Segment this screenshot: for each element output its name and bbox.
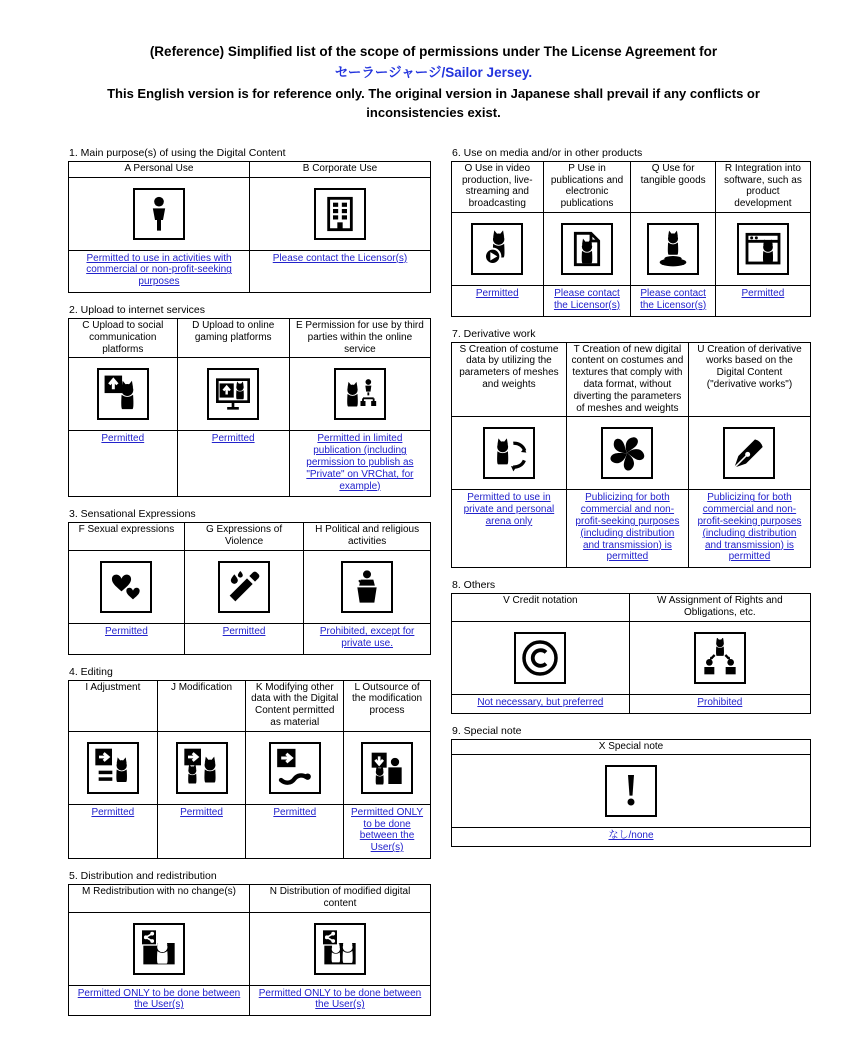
permission-result: Not necessary, but preferred [477,696,604,708]
item-label: D Upload to online gaming platforms [177,319,289,358]
item-label: N Distribution of modified digital content [250,884,431,912]
item-icon-cell [69,358,178,431]
item-label: U Creation of derivative works based on the Digital Content ("derivative works") [688,342,810,417]
item-label: H Political and religious activities [304,523,431,551]
permissions-table [68,522,431,654]
permission-result: Permitted ONLY to be done between the User(s) [258,987,422,1011]
section-distribution [68,870,431,1016]
item-label: R Integration into software, such as product development [715,161,810,212]
permissions-table [68,680,431,859]
disclaimer: This English version is for reference only. The original version in Japanese shall prevail if any conflicts or inconsistencies exist. [107,85,760,121]
distribute-modified-icon [314,923,366,975]
item-label: T Creation of new digital content on costumes and textures that comply with data format, without diverting the parameters of meshes and weights [566,342,688,417]
item-label: W Assignment of Rights and Obligations, etc. [629,594,810,622]
permission-result: Permitted ONLY to be done between the User(s) [351,806,424,854]
permission-result: Permitted to use in private and personal arena only [463,492,555,527]
result-cell [452,490,567,568]
item-icon-cell [631,213,715,286]
section-title: 3. Sensational Expressions [69,508,196,521]
section-title: 9. Special note [452,724,522,737]
item-label: J Modification [157,680,246,731]
redistribute-icon [133,923,185,975]
section-media-products [451,147,811,317]
software-icon [737,223,789,275]
item-icon-cell [69,551,185,624]
permission-result: Publicizing for both commercial and non-profit-seeking purposes (including distribution and transmission) is permitted [697,492,802,563]
section-others [451,579,811,713]
permission-result: Permitted in limited publication (including permission to publish as "Private" on VRChat, for example) [306,433,414,492]
result-cell [69,804,158,858]
item-icon-cell [543,213,631,286]
hearts-icon [100,561,152,613]
result-cell [452,694,630,713]
content-columns [68,147,867,1016]
third-party-icon [334,368,386,420]
tangible-goods-icon [647,223,699,275]
building-icon [314,188,366,240]
item-label: V Credit notation [452,594,630,622]
item-icon-cell [289,358,430,431]
result-cell [250,985,431,1016]
result-cell [543,286,631,317]
permissions-table [451,593,811,713]
permissions-table [451,161,811,317]
result-cell [688,490,810,568]
modify-other-data-icon [269,742,321,794]
document-title-line1: (Reference) Simplified list of the scope of permissions under The License Agreement for [149,44,718,59]
publication-icon [561,223,613,275]
section-derivative-work [451,328,811,569]
permissions-table [68,161,431,293]
item-icon-cell [250,177,431,250]
permission-result: Permitted [211,433,255,445]
section-title: 2. Upload to internet services [69,304,205,317]
product-name: セーラージャージ/Sailor Jersey. [334,64,533,80]
item-label: C Upload to social communication platforms [69,319,178,358]
left-column [68,147,431,1016]
item-icon-cell [184,551,303,624]
result-cell [715,286,810,317]
section-title: 5. Distribution and redistribution [69,869,217,882]
result-cell [566,490,688,568]
permissions-table [451,739,811,848]
permissions-table [68,884,431,1016]
permission-result: Permitted [180,806,223,818]
result-cell [246,804,344,858]
item-label: O Use in video production, live-streaming and broadcasting [452,161,544,212]
adjustment-icon [87,742,139,794]
permission-result: なし/none [608,830,654,842]
section-title: 6. Use on media and/or in other products [452,146,643,159]
result-cell [452,286,544,317]
item-icon-cell [715,213,810,286]
result-cell [69,250,250,292]
result-cell [344,804,431,858]
item-icon-cell [250,912,431,985]
item-icon-cell [629,621,810,694]
section-sensational [68,508,431,654]
item-label: K Modifying other data with the Digital Content permitted as material [246,680,344,731]
modification-icon [176,742,228,794]
item-icon-cell [246,731,344,804]
permission-result: Please contact the Licensor(s) [553,288,621,311]
result-cell [250,250,431,292]
permission-result: Permitted to use in activities with commercial or non-profit-seeking purposes [86,252,232,288]
result-cell [629,694,810,713]
item-label: B Corporate Use [250,161,431,177]
permissions-table [451,342,811,569]
item-label: L Outsource of the modification process [344,680,431,731]
item-icon-cell [157,731,246,804]
item-icon-cell [688,417,810,490]
result-cell [157,804,246,858]
video-icon [471,223,523,275]
result-cell [69,985,250,1016]
item-icon-cell [69,912,250,985]
result-cell [289,431,430,497]
section-title: 7. Derivative work [452,327,536,340]
result-cell [184,624,303,655]
item-icon-cell [566,417,688,490]
item-label: G Expressions of Violence [184,523,303,551]
permission-result: Permitted ONLY to be done between the User(s) [77,987,241,1011]
item-label: F Sexual expressions [69,523,185,551]
permissions-table [68,318,431,497]
texture-icon [601,427,653,479]
item-label: E Permission for use by third parties within the online service [289,319,430,358]
permission-result: Permitted [222,626,266,637]
costume-data-icon [483,427,535,479]
result-cell [177,431,289,497]
upload-gaming-icon [207,368,259,420]
section-editing [68,666,431,859]
permission-result: Prohibited, except for private use. [319,626,415,649]
permission-result: Permitted [741,288,785,300]
assignment-icon [694,632,746,684]
item-icon-cell [452,621,630,694]
permission-result: Permitted [273,806,317,818]
permission-result: Permitted [105,626,148,637]
permission-result: Please contact the Licensor(s) [272,252,408,264]
item-label: X Special note [452,739,811,755]
section-special-note [451,725,811,848]
section-title: 4. Editing [69,665,113,678]
item-icon-cell [452,213,544,286]
permission-result: Permitted [91,806,135,818]
permission-result: Permitted [101,433,145,445]
item-icon-cell [452,755,811,828]
item-label: Q Use for tangible goods [631,161,715,212]
item-icon-cell [452,417,567,490]
right-column [451,147,811,847]
item-label: P Use in publications and electronic publications [543,161,631,212]
section-main-purpose [68,147,431,293]
result-cell [452,828,811,847]
item-label: I Adjustment [69,680,158,731]
permission-result: Permitted [475,288,519,300]
podium-icon [341,561,393,613]
item-icon-cell [304,551,431,624]
result-cell [69,624,185,655]
result-cell [631,286,715,317]
exclamation-icon [605,765,657,817]
pen-icon [723,427,775,479]
result-cell [304,624,431,655]
item-label: S Creation of costume data by utilizing the parameters of meshes and weights [452,342,567,417]
item-icon-cell [177,358,289,431]
section-title: 8. Others [452,579,496,592]
item-label: A Personal Use [69,161,250,177]
item-label: M Redistribution with no change(s) [69,884,250,912]
item-icon-cell [344,731,431,804]
permission-result: Prohibited [697,696,743,708]
section-upload [68,304,431,497]
item-icon-cell [69,177,250,250]
document-header [0,42,867,123]
copyright-icon [514,632,566,684]
item-icon-cell [69,731,158,804]
permission-result: Publicizing for both commercial and non-profit-seeking purposes (including distribution and transmission) is permitted [575,492,680,563]
knife-icon [218,561,270,613]
result-cell [69,431,178,497]
section-title: 1. Main purpose(s) of using the Digital Content [69,146,286,159]
person-icon [133,188,185,240]
permission-result: Please contact the Licensor(s) [640,288,707,311]
upload-social-icon [97,368,149,420]
outsource-icon [361,742,413,794]
